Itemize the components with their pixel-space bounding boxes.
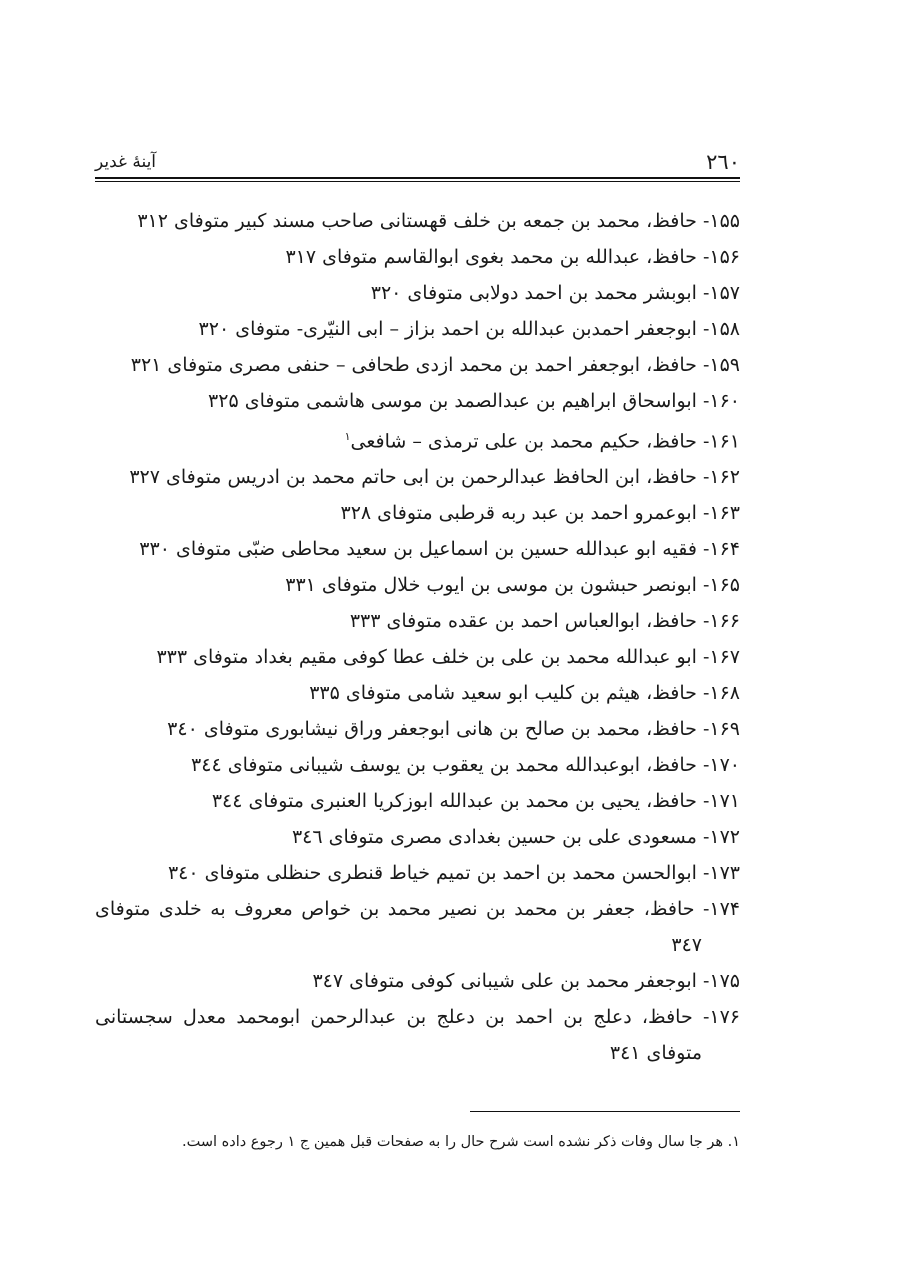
list-item: ١٧۶- حافظ، دعلج بن احمد بن دعلج بن عبدالرحمن ابومحمد معدل سجستانی متوفای ٣٤١ xyxy=(95,1006,740,1065)
footnote-separator xyxy=(470,1111,740,1112)
list-item: ١٧٠- حافظ، ابوعبدالله محمد بن یعقوب بن یوسف شیبانی متوفای ٣٤٤ xyxy=(191,754,740,777)
list-item-with-footnote xyxy=(95,419,740,459)
header-rule-thick xyxy=(95,177,740,179)
header-rule-thin xyxy=(95,181,740,182)
footnote-marker: ١ xyxy=(344,430,351,443)
list-item: ١٧۴- حافظ، جعفر بن محمد بن نصیر محمد بن خواص معروف به خلدی متوفای ٣٤٧ xyxy=(95,898,740,957)
list-item: ١۶۴- فقیه ابو عبدالله حسین بن اسماعیل بن سعید محاطی ضبّی متوفای ٣٣٠ xyxy=(139,538,740,561)
list-item: ١۶٣- ابوعمرو احمد بن عبد ربه قرطبی متوفای ٣٢٨ xyxy=(340,502,740,525)
list-item: ١٧۵- ابوجعفر محمد بن علی شیبانی کوفی متوفای ٣٤٧ xyxy=(312,970,740,993)
list-item: ١۶٧- ابو عبدالله محمد بن علی بن خلف عطا کوفی مقیم بغداد متوفای ٣٣٣ xyxy=(156,646,740,669)
list-item: ١۶۵- ابونصر حبشون بن موسی بن ایوب خلال متوفای ٣٣١ xyxy=(285,574,740,597)
list-item: ١۶۶- حافظ، ابوالعباس احمد بن عقده متوفای ٣٣٣ xyxy=(349,610,740,633)
list-item: ١۶٠- ابواسحاق ابراهیم بن عبدالصمد بن موسی هاشمی متوفای ٣٢۵ xyxy=(208,390,740,412)
page-header xyxy=(95,150,740,176)
list-item: ١۵٩- حافظ، ابوجعفر احمد بن محمد ازدی طحافی – حنفی مصری متوفای ٣٢١ xyxy=(130,354,740,376)
entry-text: ١۶١- حافظ، حکیم محمد بن علی ترمذی – شافعی xyxy=(350,430,740,453)
footnote-text: ١. هر جا سال وفات ذکر نشده است شرح حال را به صفحات قبل همین ج ١ رجوع داده است. xyxy=(182,1134,740,1150)
list-item: ١۵۶- حافظ، عبدالله بن محمد بغوی ابوالقاسم متوفای ٣١٧ xyxy=(285,246,740,268)
list-item: ١۶٢- حافظ، ابن الحافظ عبدالرحمن بن ابی حاتم محمد بن ادریس متوفای ٣٢٧ xyxy=(129,466,740,489)
list-item: ١۶٩- حافظ، محمد بن صالح بن هانی ابوجعفر وراق نیشابوری متوفای ٣٤٠ xyxy=(167,718,740,741)
list-item: ١٧٢- مسعودی علی بن حسین بغدادی مصری متوفای ٣٤٦ xyxy=(291,826,740,849)
list-item: ١۶٨- حافظ، هیثم بن کلیب ابو سعید شامی متوفای ٣٣۵ xyxy=(309,682,740,705)
list-item: ١٧١- حافظ، یحیی بن محمد بن عبدالله ابوزکریا العنبری متوفای ٣٤٤ xyxy=(211,790,740,813)
page-number: ٢٦٠ xyxy=(706,150,740,174)
entry-list xyxy=(95,203,740,1071)
running-title: آينهٔ غدير xyxy=(95,152,157,172)
list-item: ١۵۵- حافظ، محمد بن جمعه بن خلف قهستانی صاحب مسند کبیر متوفای ٣١٢ xyxy=(137,210,740,232)
list-item: ١۵٨- ابوجعفر احمدبن عبدالله بن احمد بزاز – ابی النیّری- متوفای ٣٢٠ xyxy=(198,318,740,340)
list-item: ١٧٣- ابوالحسن محمد بن احمد بن تمیم خیاط قنطری حنظلی متوفای ٣٤٠ xyxy=(167,862,740,885)
list-item: ١۵٧- ابوبشر محمد بن احمد دولابی متوفای ٣٢٠ xyxy=(370,282,740,304)
